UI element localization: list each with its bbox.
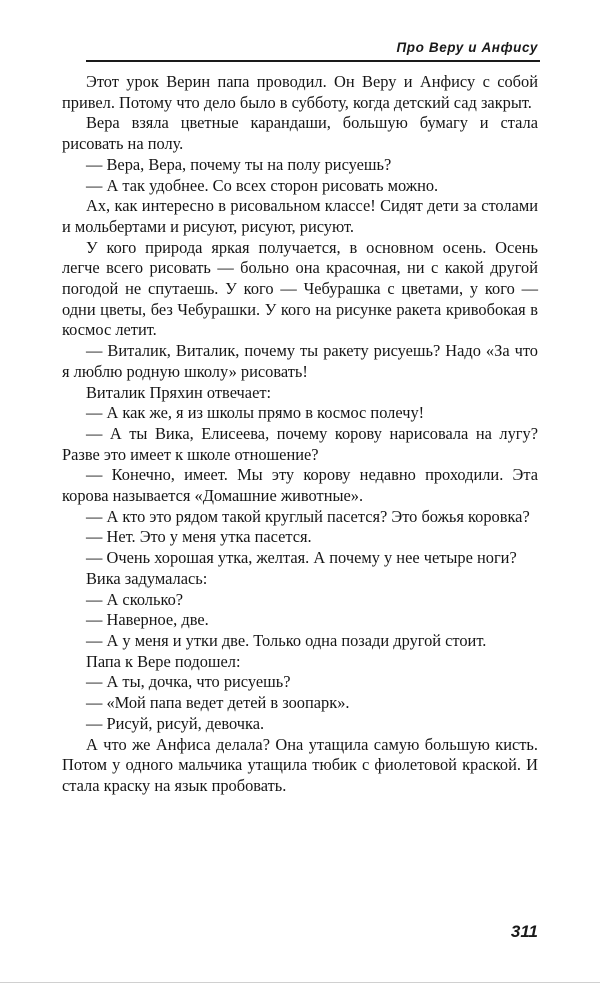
dialogue-line: — Виталик, Виталик, почему ты ракету рисуешь? Надо «За что я люблю родную школу» рисовать! [62, 341, 538, 381]
dialogue-line: — А ты Вика, Елисеева, почему корову нарисовала на лугу? Разве это имеет к школе отношение? [62, 423, 538, 464]
dialogue-line: — Конечно, имеет. Мы эту корову недавно проходили. Эта корова называется «Домашние животные». [62, 465, 538, 506]
dialogue-line: — Очень хорошая утка, желтая. А почему у нее четыре ноги? [86, 548, 517, 568]
paragraph: Виталик Пряхин отвечает: [86, 382, 272, 402]
paragraph: Этот урок Верин папа проводил. Он Веру и Анфису с собой привел. Потому что дело было в субботу, когда детский сад закрыт. [62, 72, 538, 112]
body-text [62, 72, 538, 797]
paragraph: А что же Анфиса делала? Она утащила самую большую кисть. Потом у одного мальчика утащила тюбик с фиолетовой краской. И стала краску на язык пробовать. [62, 734, 538, 795]
dialogue-line: — А так удобнее. Со всех сторон рисовать можно. [86, 175, 439, 195]
running-header: Про Веру и Анфису [396, 40, 538, 55]
paragraph: Ах, как интересно в рисовальном классе! Сидят дети за столами и мольбертами и рисуют, рисуют, рисуют. [62, 196, 538, 236]
paragraph: У кого природа яркая получается, в основном осень. Осень легче всего рисовать — больно она красочная, ни с какой другой погодой не спутаешь. У кого — Чебурашка с цветами, у кого — одни цветы, без Чебурашки. У кого на рисунке ракета кривобокая в космос летит. [62, 237, 538, 340]
dialogue-line: — А сколько? [86, 589, 184, 609]
header-rule [86, 60, 540, 62]
dialogue-line: — А как же, я из школы прямо в космос полечу! [86, 403, 425, 423]
paragraph: Папа к Вере подошел: [86, 651, 241, 671]
dialogue-line: — Нет. Это у меня утка пасется. [86, 527, 312, 547]
bottom-rule [0, 982, 600, 983]
dialogue-line: — Наверное, две. [86, 610, 209, 630]
paragraph: Вика задумалась: [86, 568, 208, 588]
dialogue-line: — «Мой папа ведет детей в зоопарк». [86, 693, 350, 713]
dialogue-line: — А кто это рядом такой круглый пасется? Это божья коровка? [86, 506, 530, 526]
dialogue-line: — Вера, Вера, почему ты на полу рисуешь? [86, 154, 392, 174]
dialogue-line: — А ты, дочка, что рисуешь? [86, 672, 291, 692]
dialogue-line: — Рисуй, рисуй, девочка. [86, 713, 265, 733]
page-number: 311 [510, 922, 538, 941]
paragraph: Вера взяла цветные карандаши, большую бумагу и стала рисовать на полу. [62, 113, 538, 154]
dialogue-line: — А у меня и утки две. Только одна позади другой стоит. [86, 630, 487, 650]
